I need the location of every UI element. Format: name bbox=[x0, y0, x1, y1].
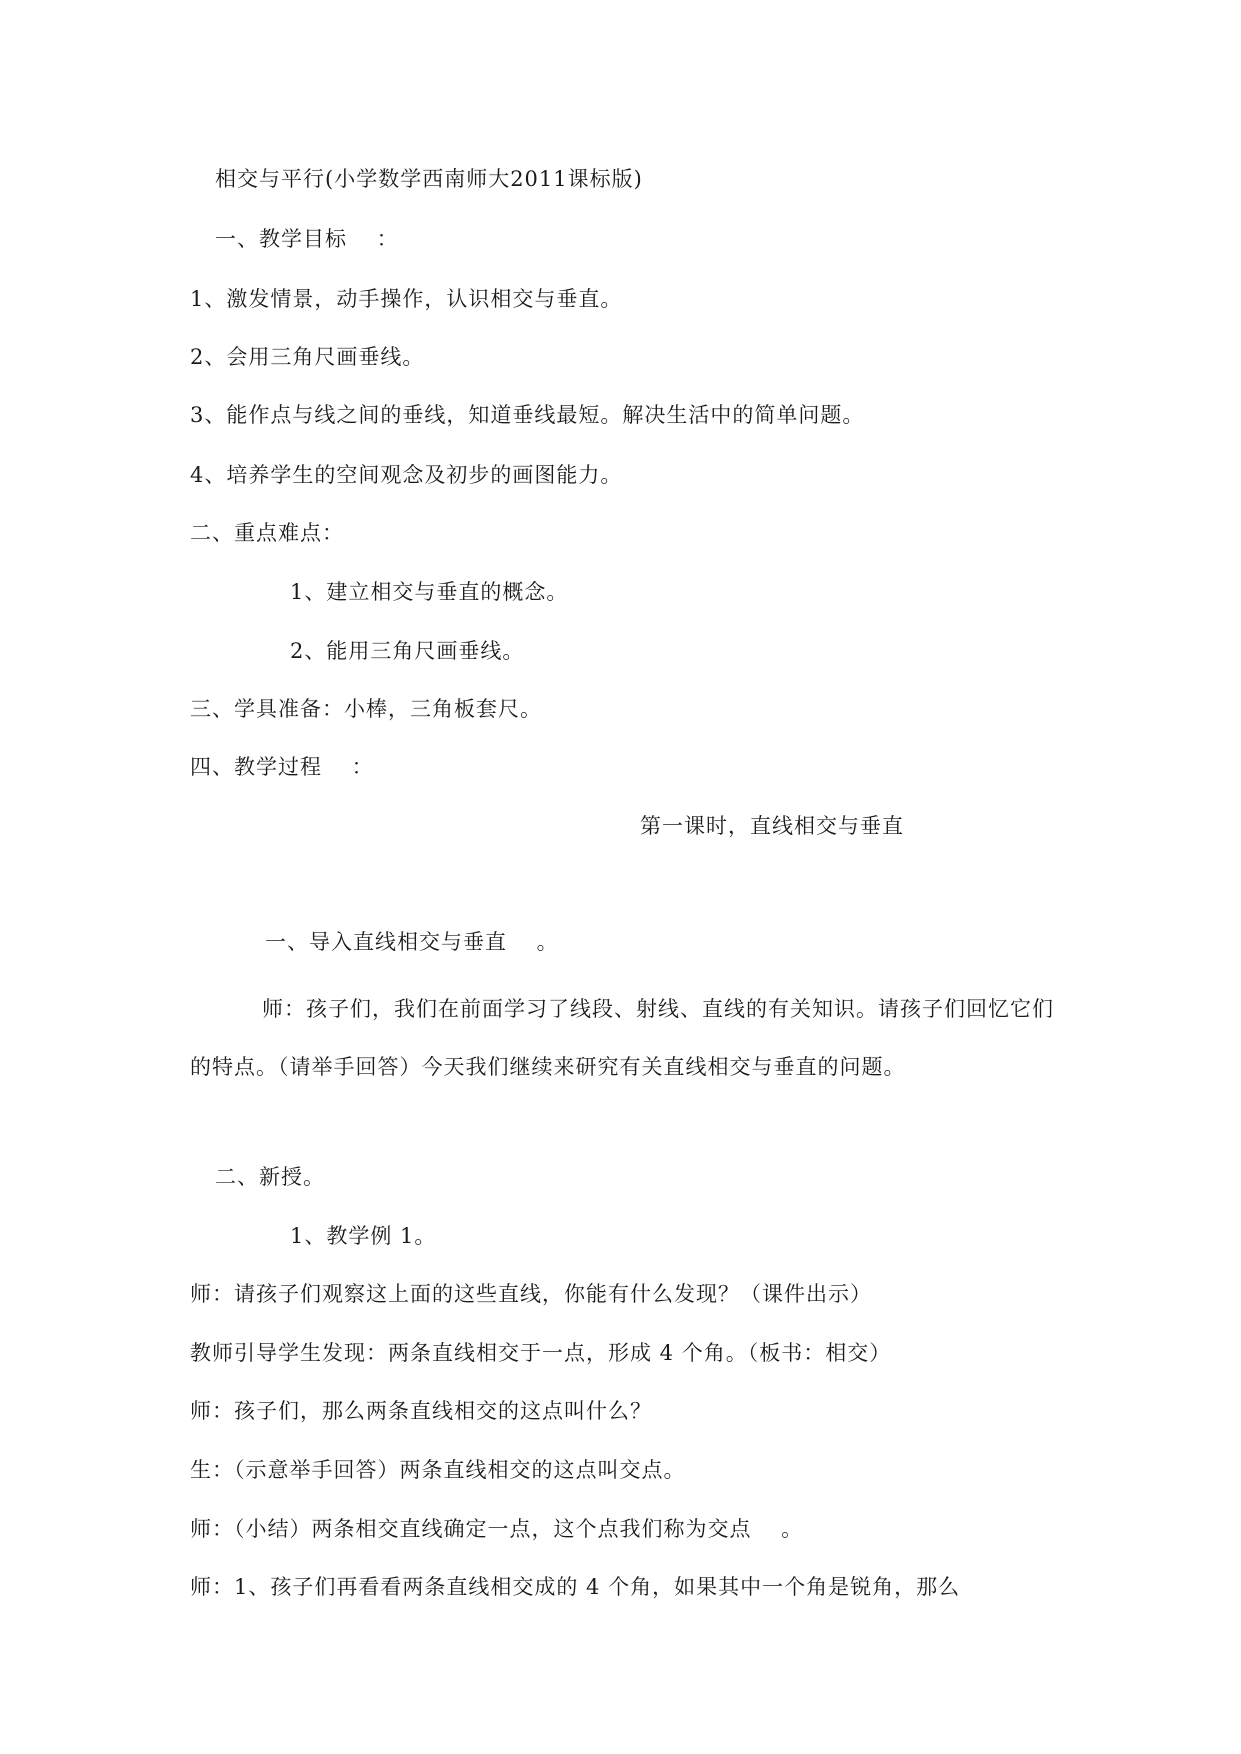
dialogue-line: 师：1、孩子们再看看两条直线相交成的 4 个角，如果其中一个角是锐角，那么 bbox=[190, 1575, 961, 1599]
new-lesson-heading: 二、新授。 bbox=[215, 1165, 325, 1189]
objective-item: 4、培养学生的空间观念及初步的画图能力。 bbox=[190, 463, 623, 487]
objective-item: 2、会用三角尺画垂线。 bbox=[190, 345, 425, 369]
objective-item: 1、激发情景，动手操作，认识相交与垂直。 bbox=[190, 287, 623, 311]
dialogue-line: 师：孩子们，那么两条直线相交的这点叫什么？ bbox=[190, 1399, 652, 1423]
intro-heading: 一、导入直线相交与垂直 。 bbox=[265, 930, 559, 954]
intro-paragraph: 师：孩子们，我们在前面学习了线段、射线、直线的有关知识。请孩子们回忆它们的特点。（请举手回答）今天我们继续来研究有关直线相交与垂直的问题。 bbox=[190, 997, 1054, 1079]
key-points-heading: 二、重点难点： bbox=[190, 521, 344, 545]
dialogue-line: 教师引导学生发现：两条直线相交于一点，形成 4 个角。（板书：相交） bbox=[190, 1341, 892, 1365]
dialogue-line: 师：请孩子们观察这上面的这些直线，你能有什么发现？（课件出示） bbox=[190, 1282, 872, 1306]
key-point-item: 1、建立相交与垂直的概念。 bbox=[290, 580, 569, 604]
document-title: 相交与平行(小学数学西南师大2011课标版) bbox=[215, 167, 643, 191]
objectives-heading: 一、教学目标 ： bbox=[215, 227, 399, 251]
process-heading: 四、教学过程 ： bbox=[190, 755, 374, 779]
example-heading: 1、教学例 1。 bbox=[290, 1224, 437, 1248]
tools-line: 三、学具准备：小棒，三角板套尺。 bbox=[190, 697, 542, 721]
lesson-title: 第一课时，直线相交与垂直 bbox=[640, 814, 904, 838]
key-point-item: 2、能用三角尺画垂线。 bbox=[290, 639, 525, 663]
objective-item: 3、能作点与线之间的垂线，知道垂线最短。解决生活中的简单问题。 bbox=[190, 403, 865, 427]
dialogue-line: 生：（示意举手回答）两条直线相交的这点叫交点。 bbox=[190, 1458, 686, 1482]
dialogue-line: 师：（小结）两条相交直线确定一点，这个点我们称为交点 。 bbox=[190, 1517, 804, 1541]
